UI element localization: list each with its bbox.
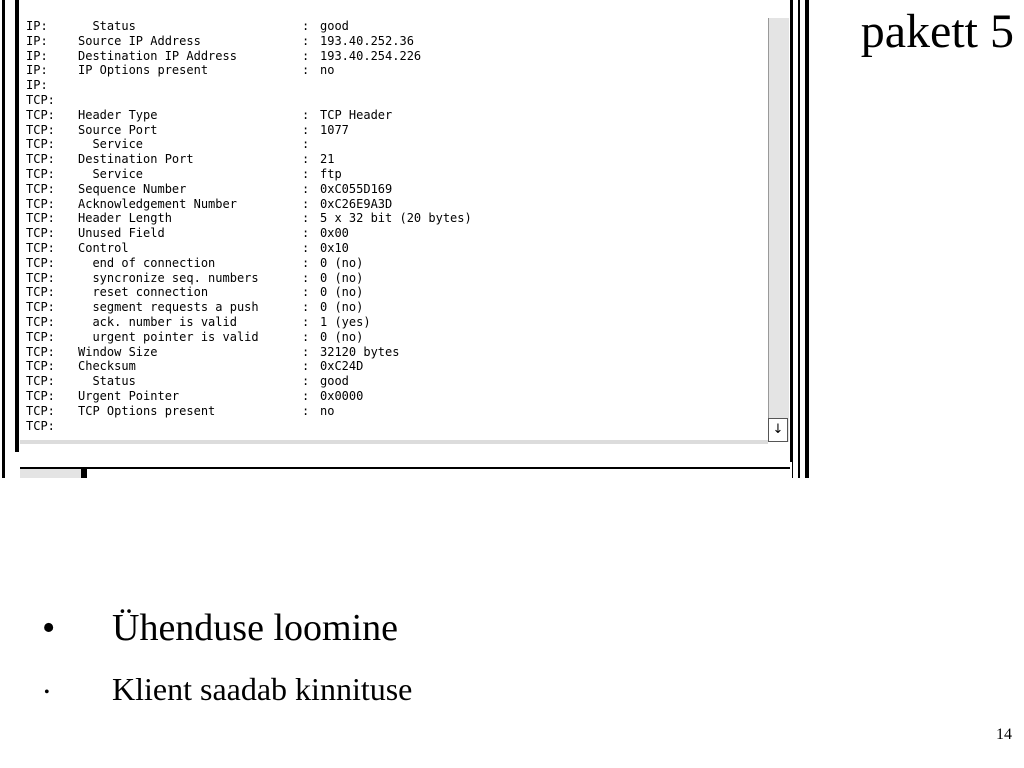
bullet-text: Klient saadab kinnituse xyxy=(112,671,413,707)
protocol-tag: TCP: xyxy=(26,315,55,329)
protocol-tag: TCP: xyxy=(26,137,55,152)
field-separator: : xyxy=(302,226,310,241)
protocol-tag: TCP: xyxy=(26,389,55,403)
field-label: Header Type xyxy=(78,107,158,122)
protocol-tag: TCP: xyxy=(26,270,55,285)
field-label: syncronize seq. numbers xyxy=(78,270,259,285)
field-separator: : xyxy=(302,107,310,122)
field-separator: : xyxy=(302,33,310,48)
status-bar-field xyxy=(20,469,81,478)
field-separator: : xyxy=(302,270,310,285)
field-separator: : xyxy=(302,181,310,196)
field-value: 193.40.254.226 xyxy=(320,48,422,63)
protocol-tag: TCP: xyxy=(26,196,55,211)
field-label: TCP Options present xyxy=(78,403,216,418)
protocol-tag: TCP: xyxy=(26,255,55,270)
field-label: Header Length xyxy=(78,211,172,226)
field-separator: : xyxy=(302,329,310,344)
field-label: segment requests a push xyxy=(78,300,259,315)
window-frame-left xyxy=(2,0,5,478)
field-value: good xyxy=(320,374,349,389)
field-separator: : xyxy=(302,344,310,359)
field-value: 0x0000 xyxy=(320,389,364,403)
field-label: urgent pointer is valid xyxy=(78,329,259,344)
field-value: no xyxy=(320,403,335,418)
field-label: Service xyxy=(78,137,144,152)
field-value: 1077 xyxy=(320,122,349,137)
protocol-tag: TCP: xyxy=(26,93,55,107)
protocol-tag: TCP: xyxy=(26,152,55,167)
field-label: Acknowledgement Number xyxy=(78,196,237,211)
field-label: Source IP Address xyxy=(78,33,201,48)
field-value: 0 (no) xyxy=(320,285,364,300)
protocol-tag: TCP: xyxy=(26,241,55,255)
field-value: 0 (no) xyxy=(320,270,364,285)
protocol-tag: IP: xyxy=(26,19,48,33)
field-separator: : xyxy=(302,122,310,137)
protocol-tag: IP: xyxy=(26,63,48,78)
field-separator: : xyxy=(302,285,310,300)
field-label: Sequence Number xyxy=(78,181,187,196)
protocol-tag: TCP: xyxy=(26,329,55,344)
field-value: 0xC055D169 xyxy=(320,181,393,196)
decode-text-pane[interactable] xyxy=(20,0,768,442)
packet-decode-window xyxy=(0,0,810,478)
protocol-tag: TCP: xyxy=(26,344,55,359)
field-separator: : xyxy=(302,359,310,374)
field-value: ftp xyxy=(320,167,342,181)
protocol-tag: TCP: xyxy=(26,211,55,226)
field-separator: : xyxy=(302,167,310,181)
field-value: good xyxy=(320,19,349,33)
window-frame-right xyxy=(790,0,793,478)
field-separator: : xyxy=(302,196,310,211)
protocol-tag: TCP: xyxy=(26,403,55,418)
field-label: end of connection xyxy=(78,255,216,270)
protocol-tag: TCP: xyxy=(26,285,55,300)
field-label: Urgent Pointer xyxy=(78,389,180,403)
field-value: no xyxy=(320,63,335,78)
protocol-tag: IP: xyxy=(26,33,48,48)
bullet-marker: • xyxy=(44,684,50,701)
field-separator: : xyxy=(302,374,310,389)
field-separator: : xyxy=(302,137,310,152)
field-value: 21 xyxy=(320,152,335,167)
field-label: ack. number is valid xyxy=(78,315,237,329)
field-value: 0x00 xyxy=(320,226,349,241)
field-label: Status xyxy=(78,374,136,389)
field-label: Checksum xyxy=(78,359,136,374)
protocol-tag: TCP: xyxy=(26,300,55,315)
field-value: 193.40.252.36 xyxy=(320,33,414,48)
vertical-scrollbar[interactable] xyxy=(768,18,789,442)
field-label: Status xyxy=(78,19,136,33)
field-separator: : xyxy=(302,19,310,33)
field-separator: : xyxy=(302,211,310,226)
bullet-text: Ühenduse loomine xyxy=(112,607,399,649)
protocol-tag: TCP: xyxy=(26,167,55,181)
window-frame-right-inner xyxy=(798,0,800,478)
field-value: 0xC24D xyxy=(320,359,364,374)
protocol-tag: TCP: xyxy=(26,418,55,433)
bullet-marker: • xyxy=(42,607,56,649)
pane-bottom-edge xyxy=(20,440,768,444)
field-separator: : xyxy=(302,315,310,329)
field-label: Window Size xyxy=(78,344,158,359)
field-label: Destination Port xyxy=(78,152,194,167)
protocol-tag: IP: xyxy=(26,48,48,63)
field-value: 32120 bytes xyxy=(320,344,400,359)
field-separator: : xyxy=(302,403,310,418)
status-bar xyxy=(20,462,792,478)
field-label: Control xyxy=(78,241,129,255)
field-label: Unused Field xyxy=(78,226,165,241)
status-bar-top-line xyxy=(20,467,790,469)
field-value: 0 (no) xyxy=(320,329,364,344)
field-label: Destination IP Address xyxy=(78,48,237,63)
status-bar-divider xyxy=(81,467,87,478)
page-number: 14 xyxy=(996,726,1012,743)
field-label: Service xyxy=(78,167,144,181)
scroll-down-arrow-icon[interactable]: ↓ xyxy=(772,422,784,437)
protocol-tag: TCP: xyxy=(26,181,55,196)
field-value: TCP Header xyxy=(320,107,393,122)
field-value: 5 x 32 bit (20 bytes) xyxy=(320,211,472,226)
protocol-tag: TCP: xyxy=(26,374,55,389)
protocol-tag: TCP: xyxy=(26,359,55,374)
field-value: 0x10 xyxy=(320,241,349,255)
field-value: 1 (yes) xyxy=(320,315,371,329)
protocol-tag: TCP: xyxy=(26,107,55,122)
protocol-tag: TCP: xyxy=(26,226,55,241)
field-separator: : xyxy=(302,152,310,167)
field-separator: : xyxy=(302,63,310,78)
field-label: Source Port xyxy=(78,122,158,137)
field-separator: : xyxy=(302,300,310,315)
window-frame-right-outer xyxy=(805,0,809,478)
field-value: 0 (no) xyxy=(320,255,364,270)
protocol-tag: TCP: xyxy=(26,122,55,137)
field-label: reset connection xyxy=(78,285,209,300)
field-separator: : xyxy=(302,389,310,403)
field-separator: : xyxy=(302,241,310,255)
field-separator: : xyxy=(302,48,310,63)
field-value: 0 (no) xyxy=(320,300,364,315)
protocol-tag: IP: xyxy=(26,78,48,93)
field-separator: : xyxy=(302,255,310,270)
slide-title: pakett 5 xyxy=(860,5,1014,58)
pane-border-left xyxy=(15,0,19,452)
field-label: IP Options present xyxy=(78,63,209,78)
field-value: 0xC26E9A3D xyxy=(320,196,393,211)
